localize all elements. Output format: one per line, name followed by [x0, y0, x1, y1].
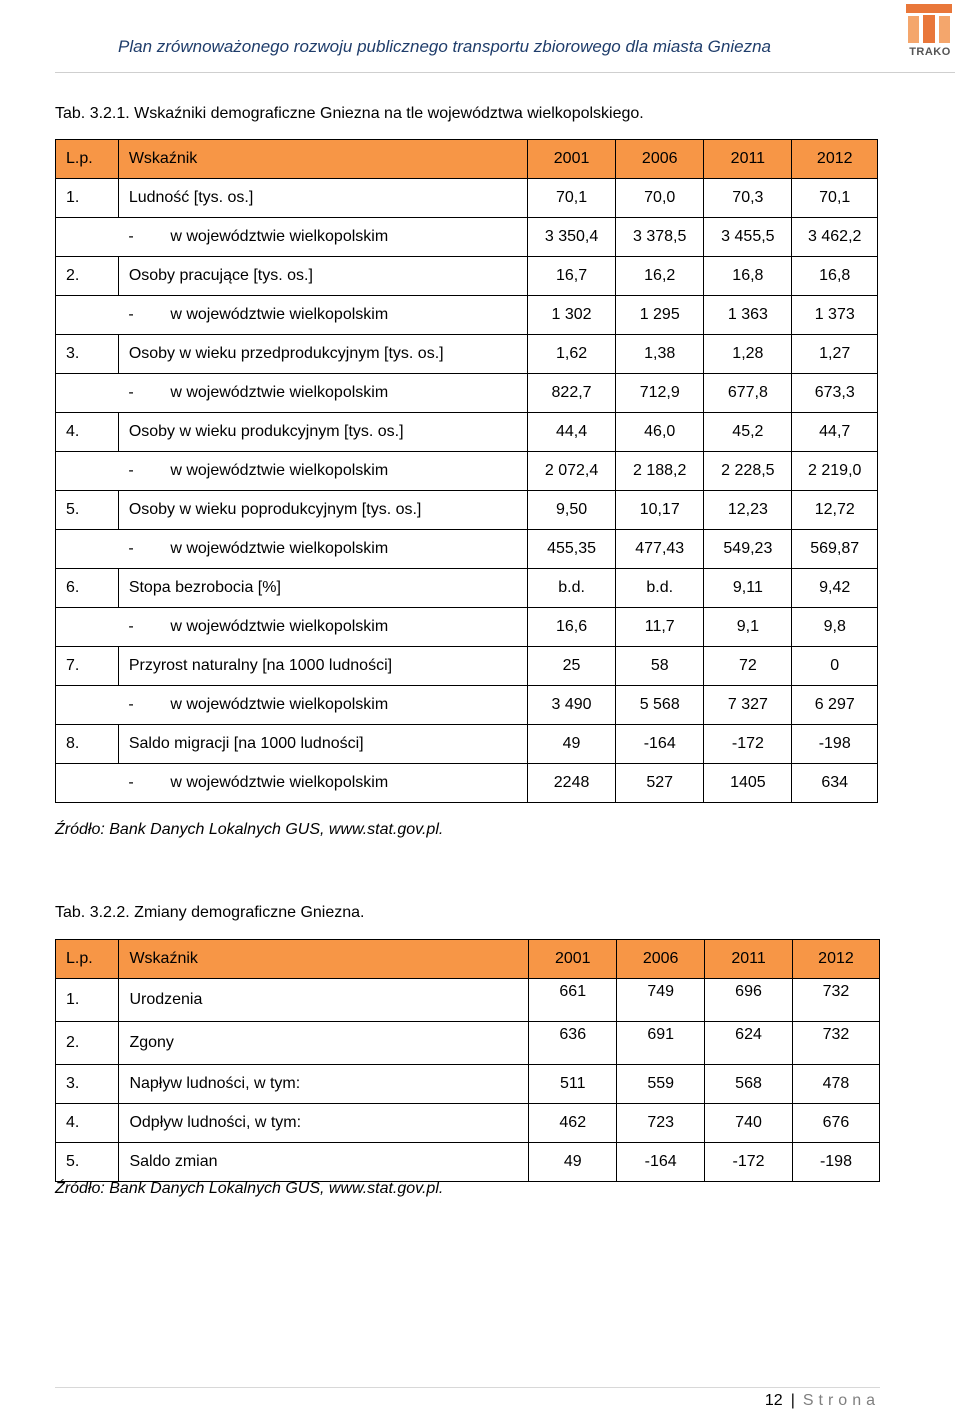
row-number-cell: 5. [56, 1143, 119, 1182]
value-cell: 691 [617, 1022, 705, 1065]
value-cell: 511 [529, 1065, 617, 1104]
table-row [56, 296, 878, 335]
value-cell: 70,1 [792, 179, 878, 218]
value-cell: -198 [792, 725, 878, 764]
table-header-row [56, 140, 878, 179]
row-number-cell: 4. [56, 1104, 119, 1143]
value-cell: 58 [616, 647, 704, 686]
page-footer [765, 1392, 880, 1410]
table-row [56, 413, 878, 452]
value-cell: 2 228,5 [704, 452, 792, 491]
logo-shape [908, 16, 919, 43]
header-divider [55, 72, 955, 73]
value-cell: 568 [705, 1065, 793, 1104]
row-number-cell: 4. [56, 413, 119, 452]
table-header-row [56, 940, 880, 979]
indicator-cell: Osoby pracujące [tys. os.] [118, 257, 527, 296]
value-cell: 3 490 [527, 686, 615, 725]
indicator-name: w województwie wielkopolskim [170, 618, 389, 635]
demographic-indicators-table [55, 139, 878, 803]
value-cell: 2 072,4 [527, 452, 615, 491]
indicator-name: w województwie wielkopolskim [170, 774, 389, 791]
value-cell: 1,38 [616, 335, 704, 374]
sub-row-dash: - [128, 462, 134, 479]
value-cell: 45,2 [704, 413, 792, 452]
row-number-cell: 6. [56, 569, 119, 608]
indicator-cell: Saldo migracji [na 1000 ludności] [118, 725, 527, 764]
value-cell: 16,8 [704, 257, 792, 296]
value-cell: 2 219,0 [792, 452, 878, 491]
value-cell: 70,1 [527, 179, 615, 218]
indicator-cell: Stopa bezrobocia [%] [118, 569, 527, 608]
value-cell: 49 [529, 1143, 617, 1182]
logo-shape [939, 16, 950, 43]
value-cell: 462 [529, 1104, 617, 1143]
column-header: 2012 [792, 940, 879, 979]
table-row [56, 1104, 880, 1143]
value-cell: 1,27 [792, 335, 878, 374]
row-number-cell: 2. [56, 257, 119, 296]
value-cell: 549,23 [704, 530, 792, 569]
row-number-cell [56, 608, 119, 647]
value-cell: 16,6 [527, 608, 615, 647]
value-cell: 1,28 [704, 335, 792, 374]
table-row [56, 530, 878, 569]
value-cell: -164 [616, 725, 704, 764]
value-cell: 3 455,5 [704, 218, 792, 257]
footer-separator: | [790, 1392, 795, 1409]
sub-row-dash: - [128, 306, 134, 323]
value-cell: 477,43 [616, 530, 704, 569]
indicator-cell: Urodzenia [119, 979, 529, 1022]
value-cell: -164 [617, 1143, 705, 1182]
table2-source: Źródło: Bank Danych Lokalnych GUS, www.stat.gov.pl. [55, 1180, 444, 1197]
indicator-name: w województwie wielkopolskim [170, 306, 389, 323]
value-cell: 822,7 [527, 374, 615, 413]
value-cell: 70,0 [616, 179, 704, 218]
indicator-name: w województwie wielkopolskim [170, 462, 389, 479]
indicator-cell [118, 218, 527, 257]
table1-source: Źródło: Bank Danych Lokalnych GUS, www.stat.gov.pl. [55, 821, 444, 838]
indicator-cell [118, 452, 527, 491]
row-number-cell: 3. [56, 1065, 119, 1104]
row-number-cell: 7. [56, 647, 119, 686]
value-cell: 5 568 [616, 686, 704, 725]
value-cell: 9,8 [792, 608, 878, 647]
column-header: 2006 [616, 140, 704, 179]
value-cell: 527 [616, 764, 704, 803]
value-cell: -172 [705, 1143, 793, 1182]
document-header-title: Plan zrównoważonego rozwoju publicznego transportu zbiorowego dla miasta Gniezna [118, 37, 771, 56]
sub-row-dash: - [128, 384, 134, 401]
row-number-cell [56, 374, 119, 413]
table-row [56, 1065, 880, 1104]
table-row [56, 335, 878, 374]
indicator-cell: Odpływ ludności, w tym: [119, 1104, 529, 1143]
value-cell: -172 [704, 725, 792, 764]
sub-row-dash: - [128, 618, 134, 635]
value-cell: 1 363 [704, 296, 792, 335]
value-cell: 696 [705, 979, 793, 1022]
indicator-cell: Osoby w wieku poprodukcyjnym [tys. os.] [118, 491, 527, 530]
value-cell: 70,3 [704, 179, 792, 218]
table-row [56, 374, 878, 413]
sub-row-dash: - [128, 696, 134, 713]
value-cell: 16,7 [527, 257, 615, 296]
column-header: L.p. [56, 940, 119, 979]
indicator-cell [118, 608, 527, 647]
value-cell: 16,8 [792, 257, 878, 296]
value-cell: 16,2 [616, 257, 704, 296]
logo-shape [923, 15, 935, 43]
value-cell: 1405 [704, 764, 792, 803]
value-cell: 677,8 [704, 374, 792, 413]
table-row [56, 608, 878, 647]
indicator-cell: Zgony [119, 1022, 529, 1065]
table1-caption: Tab. 3.2.1. Wskaźniki demograficzne Gniezna na tle województwa wielkopolskiego. [55, 105, 644, 122]
value-cell: 673,3 [792, 374, 878, 413]
column-header: 2001 [527, 140, 615, 179]
value-cell: b.d. [527, 569, 615, 608]
value-cell: 661 [529, 979, 617, 1022]
sub-row-dash: - [128, 228, 134, 245]
indicator-cell: Saldo zmian [119, 1143, 529, 1182]
value-cell: 10,17 [616, 491, 704, 530]
table-row [56, 647, 878, 686]
value-cell: 3 350,4 [527, 218, 615, 257]
value-cell: 1,62 [527, 335, 615, 374]
row-number-cell [56, 452, 119, 491]
column-header: 2006 [617, 940, 705, 979]
value-cell: 7 327 [704, 686, 792, 725]
value-cell: 44,7 [792, 413, 878, 452]
value-cell: 72 [704, 647, 792, 686]
indicator-cell: Osoby w wieku przedprodukcyjnym [tys. os.] [118, 335, 527, 374]
table-row [56, 1143, 880, 1182]
value-cell: 9,42 [792, 569, 878, 608]
table-row [56, 764, 878, 803]
row-number-cell [56, 686, 119, 725]
indicator-name: w województwie wielkopolskim [170, 384, 389, 401]
table-row [56, 686, 878, 725]
value-cell: 3 378,5 [616, 218, 704, 257]
value-cell: 11,7 [616, 608, 704, 647]
logo-shape [906, 4, 952, 13]
table-row [56, 725, 878, 764]
value-cell: 723 [617, 1104, 705, 1143]
page-label: Strona [802, 1392, 880, 1409]
value-cell: 624 [705, 1022, 793, 1065]
value-cell: 740 [705, 1104, 793, 1143]
table-row [56, 179, 878, 218]
row-number-cell: 8. [56, 725, 119, 764]
value-cell: 1 302 [527, 296, 615, 335]
table-row [56, 452, 878, 491]
indicator-cell [118, 296, 527, 335]
value-cell: -198 [792, 1143, 879, 1182]
row-number-cell [56, 530, 119, 569]
value-cell: 9,11 [704, 569, 792, 608]
trako-logo [904, 0, 956, 62]
column-header: 2012 [792, 140, 878, 179]
demographic-changes-table [55, 939, 880, 1182]
indicator-name: w województwie wielkopolskim [170, 696, 389, 713]
value-cell: 44,4 [527, 413, 615, 452]
value-cell: 12,72 [792, 491, 878, 530]
value-cell: 49 [527, 725, 615, 764]
row-number-cell: 5. [56, 491, 119, 530]
value-cell: 569,87 [792, 530, 878, 569]
value-cell: 3 462,2 [792, 218, 878, 257]
value-cell: 2 188,2 [616, 452, 704, 491]
sub-row-dash: - [128, 540, 134, 557]
indicator-cell: Osoby w wieku produkcyjnym [tys. os.] [118, 413, 527, 452]
table2-caption: Tab. 3.2.2. Zmiany demograficzne Gniezna. [55, 904, 365, 921]
row-number-cell: 1. [56, 179, 119, 218]
indicator-name: w województwie wielkopolskim [170, 540, 389, 557]
value-cell: 455,35 [527, 530, 615, 569]
value-cell: 676 [792, 1104, 879, 1143]
indicator-cell [118, 374, 527, 413]
column-header: 2011 [705, 940, 793, 979]
value-cell: 559 [617, 1065, 705, 1104]
row-number-cell: 3. [56, 335, 119, 374]
column-header: 2001 [529, 940, 617, 979]
value-cell: 46,0 [616, 413, 704, 452]
table-row [56, 218, 878, 257]
indicator-cell [118, 530, 527, 569]
table-row [56, 1022, 880, 1065]
indicator-cell: Ludność [tys. os.] [118, 179, 527, 218]
indicator-cell [118, 686, 527, 725]
table-row [56, 491, 878, 530]
footer-divider [55, 1387, 880, 1388]
row-number-cell [56, 296, 119, 335]
table-row [56, 979, 880, 1022]
page-number: 12 [764, 1392, 783, 1409]
column-header: L.p. [56, 140, 119, 179]
column-header: 2011 [704, 140, 792, 179]
value-cell: 25 [527, 647, 615, 686]
row-number-cell [56, 764, 119, 803]
table-row [56, 257, 878, 296]
value-cell: 2248 [527, 764, 615, 803]
logo-text: TRAKO [909, 46, 951, 58]
value-cell: 0 [792, 647, 878, 686]
value-cell: 9,50 [527, 491, 615, 530]
value-cell: 1 295 [616, 296, 704, 335]
value-cell: 712,9 [616, 374, 704, 413]
value-cell: 634 [792, 764, 878, 803]
sub-row-dash: - [128, 774, 134, 791]
value-cell: 1 373 [792, 296, 878, 335]
value-cell: b.d. [616, 569, 704, 608]
row-number-cell: 1. [56, 979, 119, 1022]
table-row [56, 569, 878, 608]
indicator-name: w województwie wielkopolskim [170, 228, 389, 245]
row-number-cell [56, 218, 119, 257]
indicator-cell: Przyrost naturalny [na 1000 ludności] [118, 647, 527, 686]
value-cell: 732 [792, 979, 879, 1022]
value-cell: 478 [792, 1065, 879, 1104]
indicator-cell: Napływ ludności, w tym: [119, 1065, 529, 1104]
value-cell: 636 [529, 1022, 617, 1065]
value-cell: 12,23 [704, 491, 792, 530]
indicator-cell [118, 764, 527, 803]
column-header: Wskaźnik [118, 140, 527, 179]
value-cell: 9,1 [704, 608, 792, 647]
value-cell: 732 [792, 1022, 879, 1065]
value-cell: 749 [617, 979, 705, 1022]
column-header: Wskaźnik [119, 940, 529, 979]
row-number-cell: 2. [56, 1022, 119, 1065]
value-cell: 6 297 [792, 686, 878, 725]
